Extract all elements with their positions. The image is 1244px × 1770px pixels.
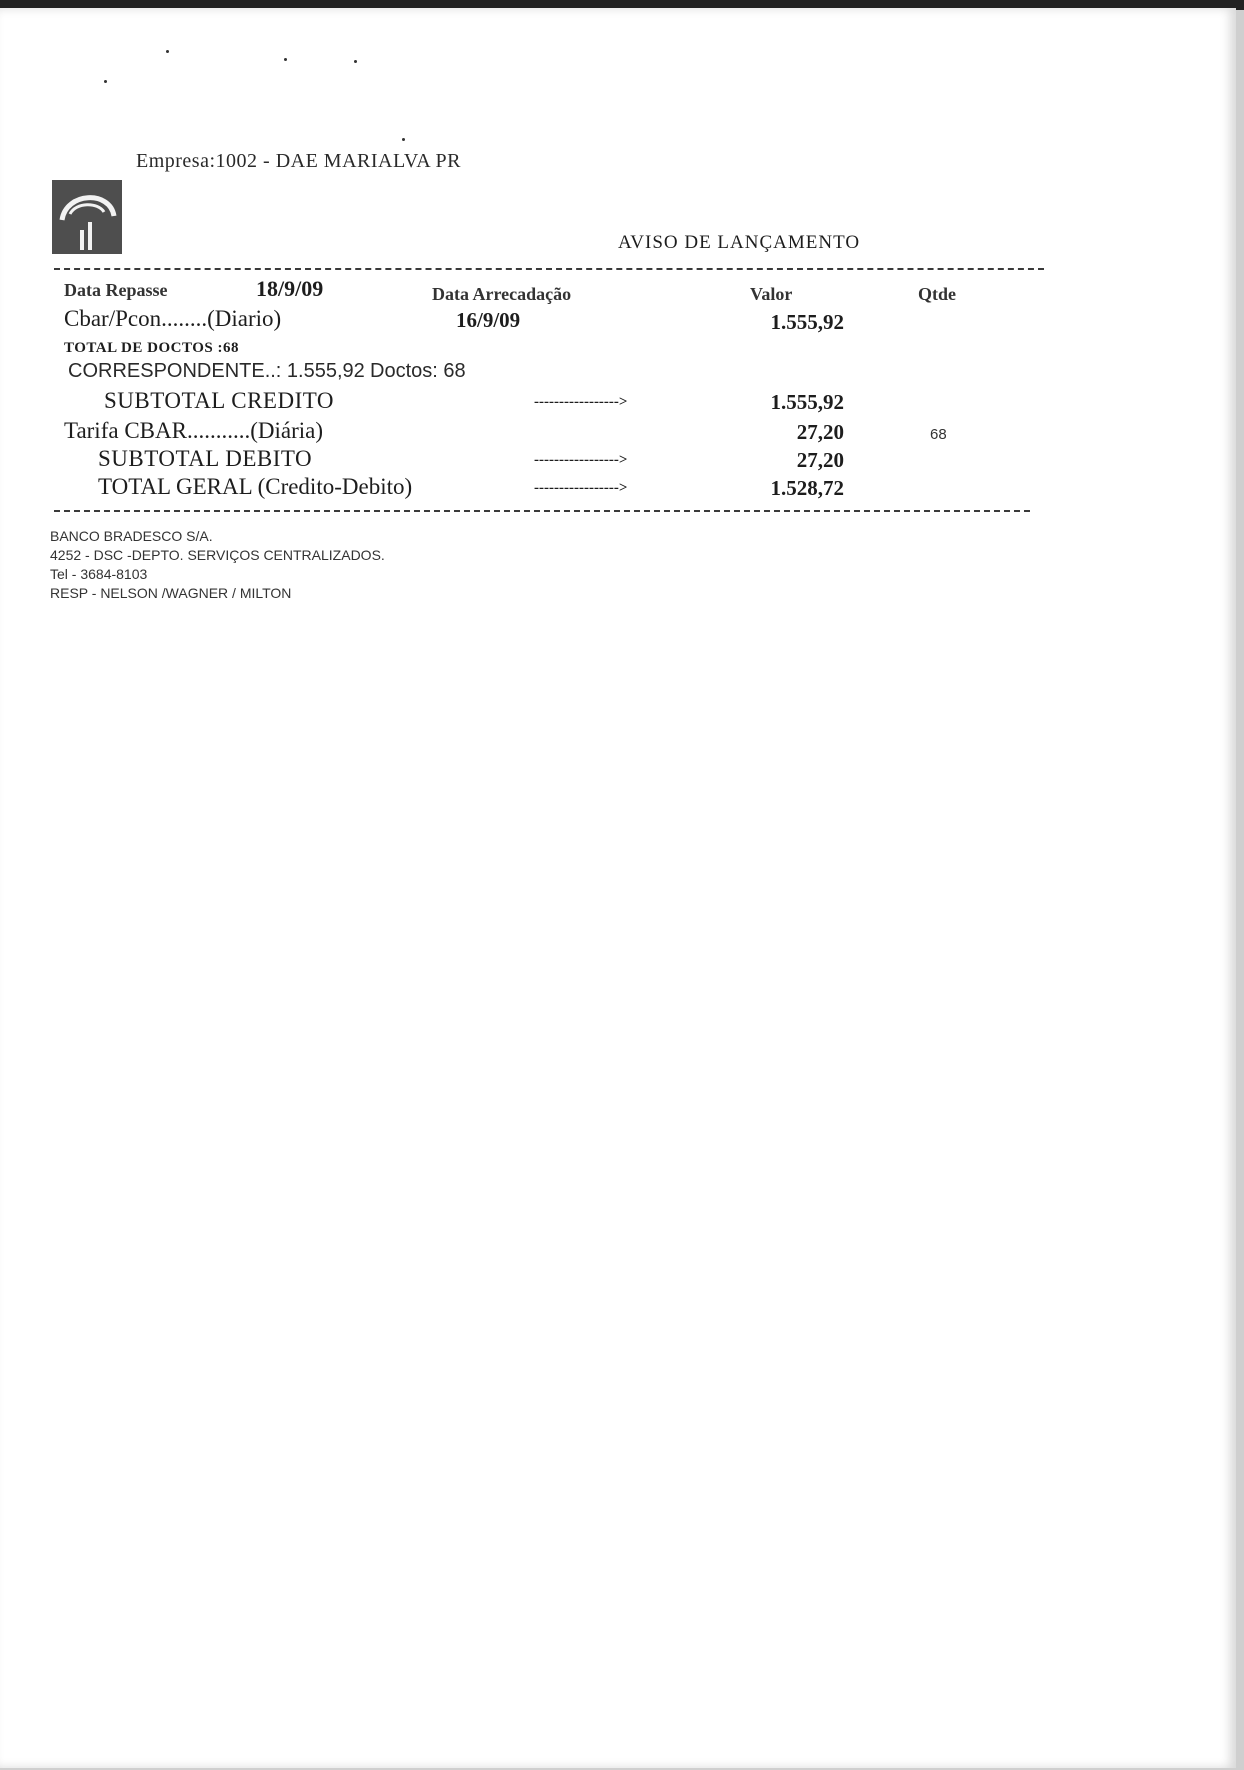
cbar-value: 1.555,92 xyxy=(770,310,844,334)
subtotal-credito-arrow: -----------------> xyxy=(534,394,628,410)
subtotal-debito-label: SUBTOTAL DEBITO xyxy=(98,446,313,471)
subtotal-credito-value: 1.555,92 xyxy=(770,390,844,414)
valor-label: Valor xyxy=(750,284,793,304)
tarifa-label: Tarifa CBAR...........(Diária) xyxy=(64,418,323,443)
scan-speck xyxy=(284,58,287,61)
data-repasse-value: 18/9/09 xyxy=(256,276,324,301)
subtotal-debito-arrow: -----------------> xyxy=(534,452,628,468)
company-name: Empresa:1002 - DAE MARIALVA PR xyxy=(136,150,462,172)
bradesco-tree-logo-icon xyxy=(52,180,122,254)
bottom-divider xyxy=(54,510,1030,512)
footer-responsible: RESP - NELSON /WAGNER / MILTON xyxy=(50,585,292,601)
subtotal-credito-label: SUBTOTAL CREDITO xyxy=(104,388,334,413)
total-doctos: TOTAL DE DOCTOS :68 xyxy=(64,340,239,356)
top-divider xyxy=(54,268,1044,270)
correspondente-line: CORRESPONDENTE..: 1.555,92 xyxy=(68,360,365,382)
document-title: AVISO DE LANÇAMENTO xyxy=(618,232,861,253)
qtde-label: Qtde xyxy=(918,284,956,304)
scan-speck xyxy=(104,80,107,83)
scan-speck xyxy=(402,138,405,141)
subtotal-debito-value: 27,20 xyxy=(796,448,844,472)
document-page xyxy=(0,8,1236,1768)
footer-bank: BANCO BRADESCO S/A. xyxy=(50,528,213,544)
total-geral-arrow: -----------------> xyxy=(534,480,628,496)
data-arrecadacao-label: Data Arrecadação xyxy=(432,284,572,304)
scan-speck xyxy=(354,60,357,63)
cbar-date: 16/9/09 xyxy=(456,308,521,332)
tarifa-value: 27,20 xyxy=(796,420,844,444)
correspondente-doctos: Doctos: 68 xyxy=(370,360,466,382)
footer-department: 4252 - DSC -DEPTO. SERVIÇOS CENTRALIZADOS. xyxy=(50,547,385,563)
footer-phone: Tel - 3684-8103 xyxy=(50,566,148,582)
tarifa-qtde: 68 xyxy=(930,426,947,443)
data-repasse-label: Data Repasse xyxy=(64,280,168,300)
total-geral-value: 1.528,72 xyxy=(770,476,844,500)
total-geral-label: TOTAL GERAL (Credito-Debito) xyxy=(98,474,413,499)
cbar-label: Cbar/Pcon........(Diario) xyxy=(64,306,282,331)
scan-speck xyxy=(166,50,169,53)
